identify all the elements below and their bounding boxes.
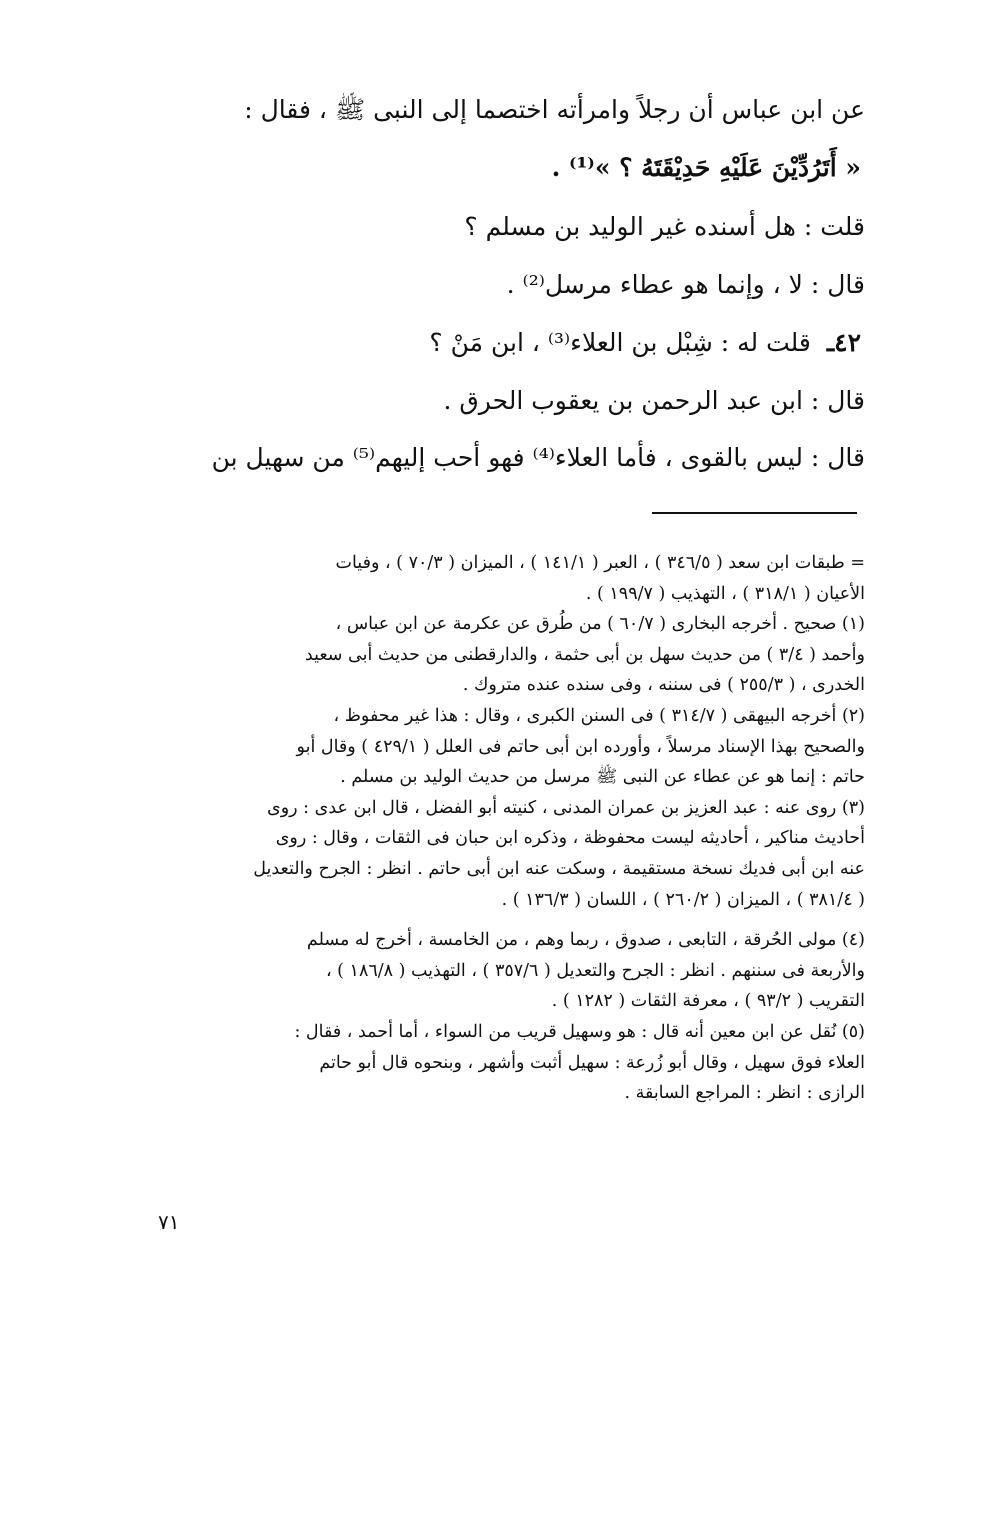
- item-number: ٤٢ـ: [826, 328, 861, 357]
- footnote-line: عنه ابن أبى فديك نسخة مستقيمة ، وسكت عنه ابن أبى حاتم . انظر : الجرح والتعديل: [253, 858, 865, 879]
- main-text-line-6: قال : ابن عبد الرحمن بن يعقوب الحرق .: [443, 386, 865, 415]
- footnote-line: والصحيح بهذا الإسناد مرسلاً ، وأورده ابن أبى حاتم فى العلل ( ٤٢٩/١ ) وقال أبو: [296, 736, 865, 757]
- footnote-line: التقريب ( ٩٣/٢ ) ، معرفة الثقات ( ١٢٨٢ ) .: [551, 991, 865, 1012]
- footnote-line: الرازى : انظر : المراجع السابقة .: [624, 1083, 865, 1104]
- item-question-text: قلت له : شِبْل بن العلاء⁽³⁾ ، ابن مَنْ ؟: [429, 328, 811, 357]
- footnote-line: (١) صحيح . أخرجه البخارى ( ٦٠/٧ ) من طُرق عن عكرمة عن ابن عباس ،: [335, 614, 865, 635]
- footnote-line: = طبقات ابن سعد ( ٣٤٦/٥ ) ، العبر ( ١٤١/١ ) ، الميزان ( ٧٠/٣ ) ، وفيات: [335, 553, 865, 573]
- main-text-line-4: قال : لا ، وإنما هو عطاء مرسل⁽²⁾ .: [506, 270, 865, 299]
- footnote-4: [138, 925, 865, 1017]
- footnote-separator-rule: [652, 512, 857, 514]
- footnote-continuation: [138, 548, 865, 609]
- footnote-2: [138, 701, 865, 793]
- footnote-line: الأعيان ( ٣١٨/١ ) ، التهذيب ( ١٩٩/٧ ) .: [585, 583, 865, 604]
- footnote-gap: [138, 915, 865, 925]
- footnote-1: [138, 609, 865, 701]
- main-text-line-7: قال : ليس بالقوى ، فأما العلاء⁽⁴⁾ فهو أحب إليهم⁽⁵⁾ من سهيل بن: [211, 443, 865, 472]
- footnote-line: وأحمد ( ٣/٤ ) من حديث سهل بن أبى حثمة ، والدارقطنى من حديث أبى سعيد: [304, 644, 865, 665]
- footnote-line: (٤) مولى الحُرقة ، التابعى ، صدوق ، ربما وهم ، من الخامسة ، أخرج له مسلم: [306, 930, 865, 951]
- footnote-line: (٣) روى عنه : عبد العزيز بن عمران المدنى ، كنيته أبو الفضل ، قال ابن عدى : روى: [267, 797, 865, 818]
- footnote-line: العلاء فوق سهيل ، وقال أبو زُرعة : سهيل أثبت وأشهر ، وبنحوه قال أبو حاتم: [319, 1052, 865, 1073]
- main-text-line-5: [429, 326, 861, 360]
- footnote-line: (٢) أخرجه البيهقى ( ٣١٤/٧ ) فى السنن الكبرى ، وقال : هذا غير محفوظ ،: [333, 705, 865, 726]
- footnote-line: (٥) نُقل عن ابن معين أنه قال : هو وسهيل قريب من السواء ، أما أحمد ، فقال :: [294, 1021, 865, 1042]
- page-number: ٧١: [158, 1210, 180, 1234]
- footnote-line: أحاديث مناكير ، أحاديثه ليست محفوظة ، وذكره ابن حبان فى الثقات ، وقال : روى: [275, 828, 865, 849]
- footnote-3: [138, 793, 865, 915]
- footnote-line: والأربعة فى سننهم . انظر : الجرح والتعديل ( ٣٥٧/٦ ) ، التهذيب ( ١٨٦/٨ ) ،: [325, 960, 865, 981]
- footnote-line: الخدرى ، ( ٢٥٥/٣ ) فى سننه ، وفى سنده عنده متروك .: [462, 675, 865, 696]
- hadith-quote-line: « أَتَرُدِّيْنَ عَلَيْهِ حَدِيْقَتَهُ ؟ »⁽¹⁾ .: [551, 153, 861, 182]
- footnote-line: حاتم : إنما هو عن عطاء عن النبى ﷺ مرسل من حديث الوليد بن مسلم .: [340, 767, 865, 788]
- main-text-line-3: قلت : هل أسنده غير الوليد بن مسلم ؟: [464, 212, 865, 241]
- footnote-line: ( ٣٨١/٤ ) ، الميزان ( ٢٦٠/٢ ) ، اللسان ( ١٣٦/٣ ) .: [501, 889, 865, 910]
- main-text-line-1: عن ابن عباس أن رجلاً وامرأته اختصما إلى النبى ﷺ ، فقال :: [244, 95, 865, 124]
- footnote-5: [138, 1017, 865, 1109]
- footnotes-block: [138, 548, 865, 1109]
